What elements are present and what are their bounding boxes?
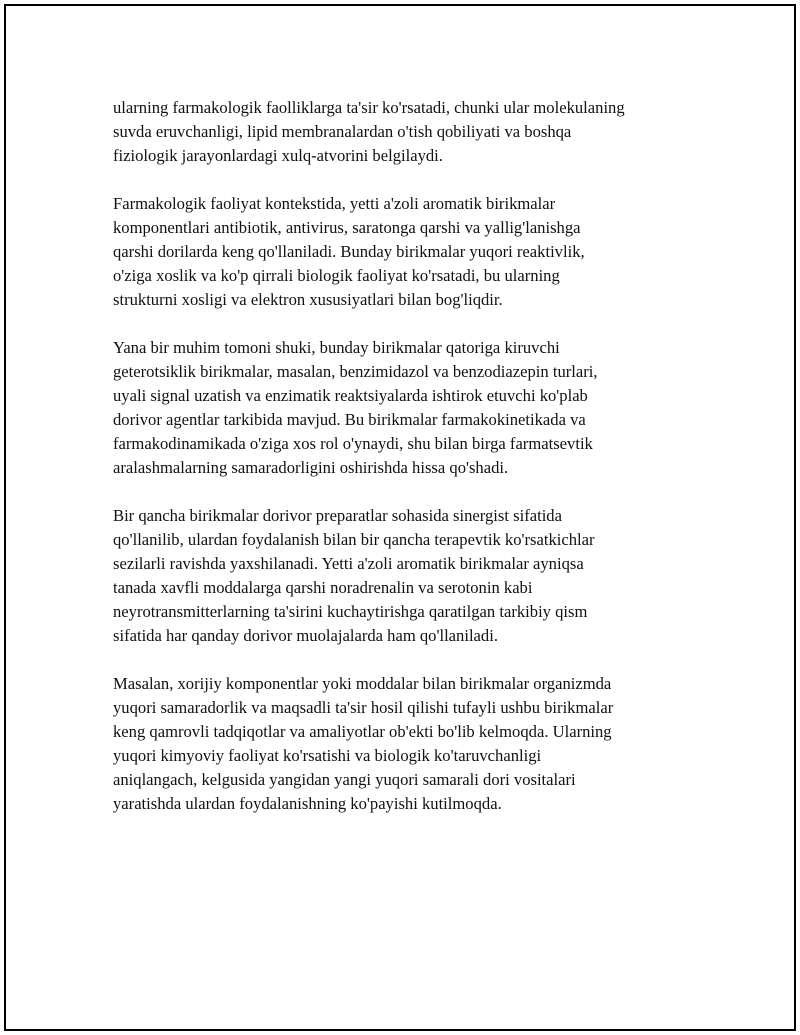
text-line: komponentlari antibiotik, antivirus, saratonga qarshi va yallig'lanishga: [113, 218, 581, 237]
text-line: Farmakologik faoliyat kontekstida, yetti a'zoli aromatik birikmalar: [113, 194, 556, 213]
text-line: sifatida har qanday dorivor muolajalarda ham qo'llaniladi.: [113, 626, 498, 645]
text-line: strukturni xosligi va elektron xususiyatlari bilan bog'liqdir.: [113, 290, 503, 309]
text-line: tanada xavfli moddalarga qarshi noradrenalin va serotonin kabi: [113, 578, 533, 597]
text-line: aralashmalarning samaradorligini oshirishda hissa qo'shadi.: [113, 458, 509, 477]
text-line: suvda eruvchanligi, lipid membranalardan o'tish qobiliyati va boshqa: [113, 122, 572, 141]
text-line: yaratishda ulardan foydalanishning ko'payishi kutilmoqda.: [113, 794, 502, 813]
text-line: uyali signal uzatish va enzimatik reaktsiyalarda ishtirok etuvchi ko'plab: [113, 386, 588, 405]
text-line: aniqlangach, kelgusida yangidan yangi yuqori samarali dori vositalari: [113, 770, 576, 789]
text-line: geterotsiklik birikmalar, masalan, benzimidazol va benzodiazepin turlari,: [113, 362, 598, 381]
paragraph-4: [113, 504, 703, 648]
text-line: ularning farmakologik faolliklarga ta'sir ko'rsatadi, chunki ular molekulaning: [113, 98, 625, 117]
text-line: Yana bir muhim tomoni shuki, bunday birikmalar qatoriga kiruvchi: [113, 338, 560, 357]
text-line: Bir qancha birikmalar dorivor preparatlar sohasida sinergist sifatida: [113, 506, 562, 525]
paragraph-5: [113, 672, 703, 816]
text-line: fiziologik jarayonlardagi xulq-atvorini belgilaydi.: [113, 146, 443, 165]
text-line: o'ziga xoslik va ko'p qirrali biologik faoliyat ko'rsatadi, bu ularning: [113, 266, 560, 285]
text-line: qarshi dorilarda keng qo'llaniladi. Bunday birikmalar yuqori reaktivlik,: [113, 242, 585, 261]
paragraph-1: [113, 96, 703, 168]
document-body: [113, 96, 703, 840]
text-line: sezilarli ravishda yaxshilanadi. Yetti a'zoli aromatik birikmalar ayniqsa: [113, 554, 584, 573]
text-line: Masalan, xorijiy komponentlar yoki moddalar bilan birikmalar organizmda: [113, 674, 612, 693]
text-line: qo'llanilib, ulardan foydalanish bilan bir qancha terapevtik ko'rsatkichlar: [113, 530, 595, 549]
text-line: yuqori kimyoviy faoliyat ko'rsatishi va biologik ko'taruvchanligi: [113, 746, 542, 765]
text-line: neyrotransmitterlarning ta'sirini kuchaytirishga qaratilgan tarkibiy qism: [113, 602, 588, 621]
paragraph-2: [113, 192, 703, 312]
text-line: keng qamrovli tadqiqotlar va amaliyotlar ob'ekti bo'lib kelmoqda. Ularning: [113, 722, 612, 741]
text-line: farmakodinamikada o'ziga xos rol o'ynaydi, shu bilan birga farmatsevtik: [113, 434, 593, 453]
text-line: dorivor agentlar tarkibida mavjud. Bu birikmalar farmakokinetikada va: [113, 410, 586, 429]
paragraph-3: [113, 336, 703, 480]
text-line: yuqori samaradorlik va maqsadli ta'sir hosil qilishi tufayli ushbu birikmalar: [113, 698, 614, 717]
